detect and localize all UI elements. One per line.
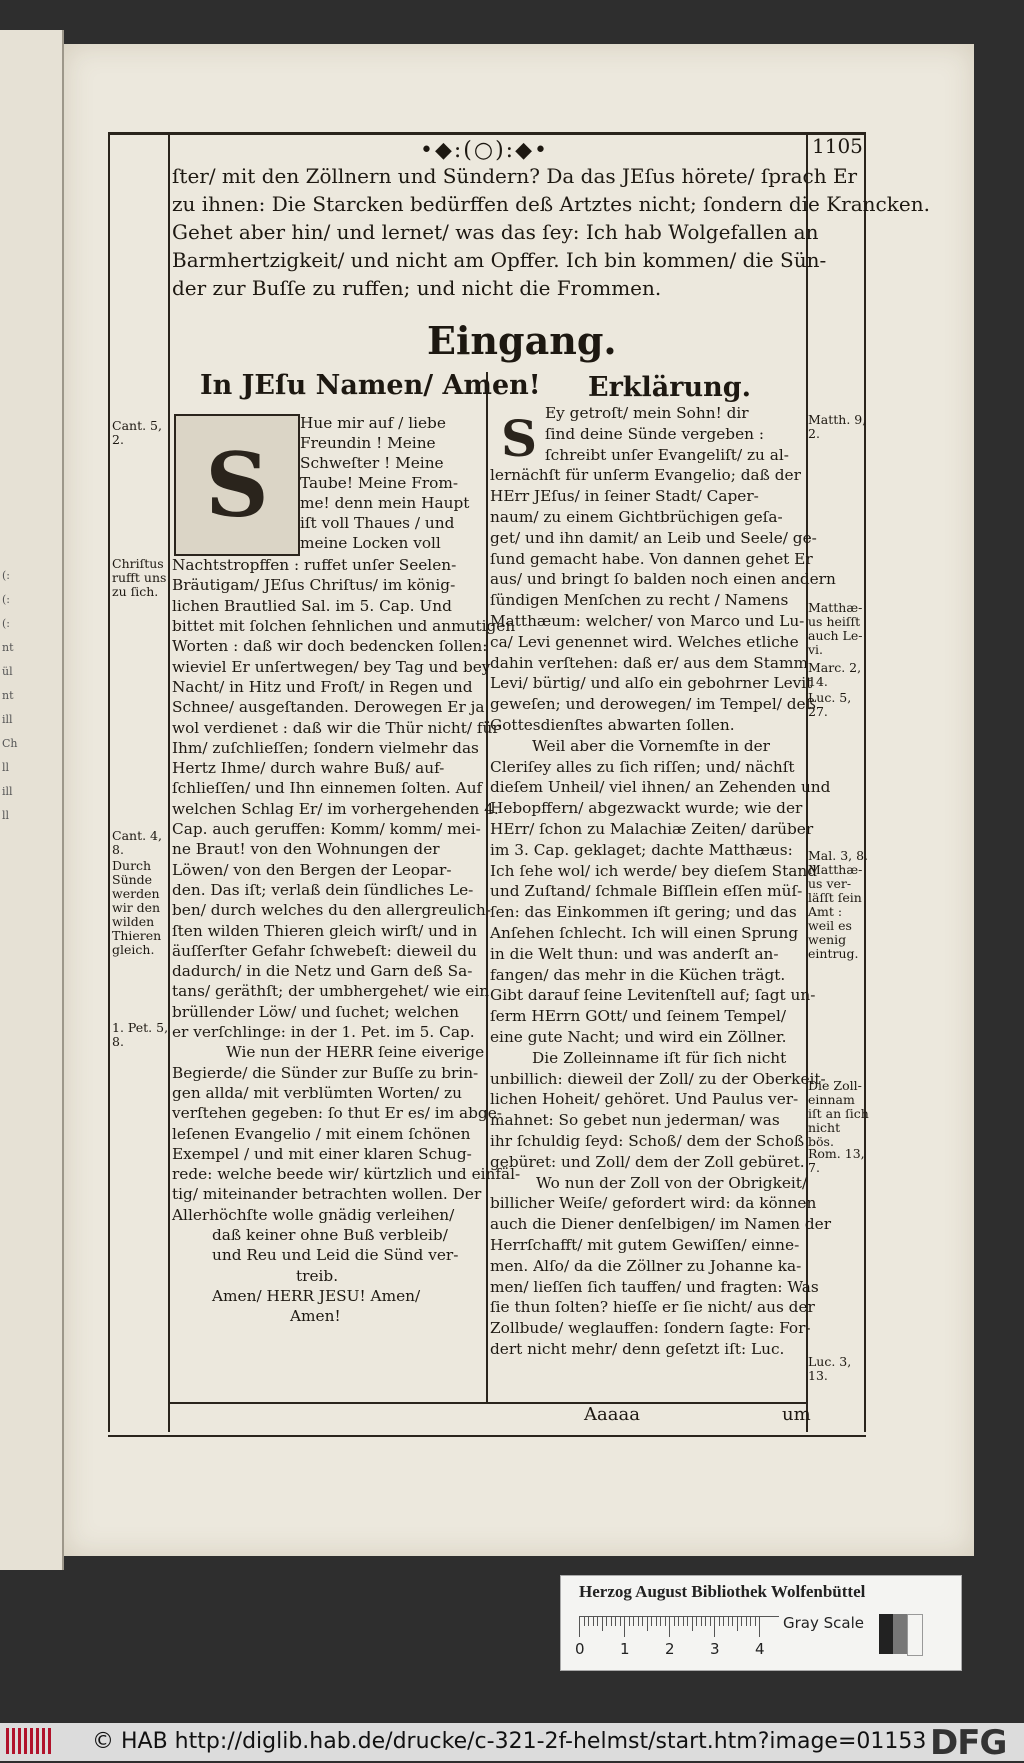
gray-swatch-mid [893,1614,907,1654]
left-column-line: meine Locken voll [300,534,441,552]
frame-rule-bottom-inner [168,1402,806,1404]
right-column-line: HErr/ ſchon zu Malachiæ Zeiten/ darüber [490,820,814,838]
left-page-fragment: Ch [2,738,18,750]
ruler-tick [746,1617,747,1626]
scale-number: 4 [755,1640,765,1658]
intro-line: ſter/ mit den Zöllnern und Sündern? Da das JEſus hörete/ ſprach Er [172,164,858,188]
ruler-tick [669,1617,670,1637]
left-column-line: Nachtstropffen : ruffet unſer Seelen- [172,556,457,575]
left-column-line: me! denn mein Haupt [300,494,470,512]
right-column-line: Anſehen ſchlecht. Ich will einen Sprung [490,924,799,942]
left-margin-note: Durch [112,858,152,873]
ruler-tick [665,1617,666,1626]
ruler-tick [579,1617,580,1637]
header-ornament: •◆:(○):◆• [420,138,549,163]
right-column-line: ca/ Levi genennet wird. Welches etliche [490,632,799,651]
right-margin-note: Matth. 9, [808,412,867,427]
left-column-line: Ihm/ zuſchlieſſen; ſondern vielmehr das [172,738,479,757]
right-margin-note: Luc. 5, [808,690,852,705]
frame-rule-right [864,132,866,1432]
left-column-line: tans/ geräthſt; der umbhergehet/ wie ein [172,982,490,1001]
ruler-tick [719,1617,720,1626]
right-margin-note: vi. [808,642,824,657]
left-column-line: ben/ durch welches du den allergreulich- [172,901,491,920]
right-margin-note: weil es [808,918,852,933]
ruler-tick [633,1617,634,1626]
intro-line: Gehet aber hin/ und lernet/ was das ſey: Ich hab Wolgefallen an [172,220,819,244]
right-column-heading: Erklärung. [588,372,752,403]
left-page-fragment: nt [2,642,14,654]
right-column-line: ihr ſchuldig ſeyd: Schoß/ dem der Schoß [490,1132,805,1150]
right-column-line: und Zuſtand/ ſchmale Biſſlein eſſen müſ- [490,882,803,901]
intro-line: Barmhertzigkeit/ und nicht am Opffer. Ich bin kommen/ die Sün- [172,248,827,272]
intro-line: der zur Buſſe zu ruffen; und nicht die Frommen. [172,276,662,300]
left-column-line: Taube! Meine From- [300,474,459,492]
right-column-line: Gibt darauf ſeine Levitenſtell auf; ſagt un- [490,986,816,1005]
right-column-line: im 3. Cap. geklaget; dachte Matthæus: [490,840,793,859]
right-column-line: mahnet: So gebet nun jederman/ was [490,1111,780,1130]
right-column-line: unbillich: dieweil der Zoll/ zu der Oberkeit- [490,1069,826,1088]
right-column-line: aus/ und bringt ſo balden noch einen andern [490,570,836,589]
right-margin-note: Matthæ- [808,600,863,615]
hab-logo [6,1728,51,1754]
right-column-line: Ey getroſt/ mein Sohn! dir [545,404,749,422]
ruler-tick [615,1617,616,1626]
right-column-line: lernächſt für unſerm Evangelio; daß der [490,466,801,485]
ruler-tick [692,1617,693,1631]
left-column-line: und Reu und Leid die Sünd ver- [212,1246,459,1265]
left-margin-note: Cant. 5, [112,418,162,433]
right-column-line: Wo nun der Zoll von der Obrigkeit/ [536,1173,808,1192]
ruler-tick [750,1617,751,1626]
ruler-tick [710,1617,711,1626]
ruler-tick [705,1617,706,1626]
right-margin-note: Die Zoll- [808,1078,862,1093]
ruler-tick [660,1617,661,1626]
right-column-line: geweſen; und derowegen/ im Tempel/ deß [490,695,816,714]
left-column-line: den. Das iſt; verlaß dein ſündliches Le- [172,880,474,899]
left-margin-note: gleich. [112,942,155,957]
frame-rule-left [108,132,110,1432]
left-column-line: verſtehen gegeben: ſo thut Er es/ im abge- [172,1104,502,1123]
decorated-initial: S [174,414,300,556]
right-margin-note: 14. [808,674,828,689]
ruler-tick [678,1617,679,1626]
left-margin-note: Cant. 4, [112,828,162,843]
scale-number: 3 [710,1640,720,1658]
left-margin-note: Thieren [112,928,162,943]
right-margin-note: Luc. 3, [808,1354,852,1369]
ruler-tick [656,1617,657,1626]
left-column-line: leſenen Evangelio / mit einem ſchönen [172,1124,471,1143]
right-column-line: eine gute Nacht; und wird ein Zöllner. [490,1028,787,1046]
left-column-line: Bräutigam/ JEſus Chriſtus/ im könig- [172,576,456,595]
frame-rule-center [486,372,488,1402]
ruler-tick [714,1617,715,1637]
ruler-tick [701,1617,702,1626]
right-column-line: dahin verſtehen: daß er/ aus dem Stamm [490,653,809,672]
left-column-line: iſt voll Thaues / und [300,514,455,532]
left-column-line: wol verdienet : daß wir die Thür nicht/ für [172,718,500,737]
ruler-tick [588,1617,589,1626]
right-margin-note: Matthæ- [808,862,863,877]
right-column-line: ſerm HErrn GOtt/ und ſeinem Tempel/ [490,1007,787,1026]
left-margin-note: wir den [112,900,161,915]
left-column-line: dadurch/ in die Netz und Garn deß Sa- [172,962,473,981]
left-page-fragment: ill [2,714,13,726]
left-page-fragment: ll [2,810,10,822]
right-margin-note: auch Le- [808,628,863,643]
left-column-line: wieviel Er unſertwegen/ bey Tag und bey [172,657,491,676]
ruler-tick [584,1617,585,1626]
right-margin-note: iſt an ſich [808,1106,869,1121]
left-margin-note: zu ſich. [112,584,159,599]
left-column-line: gen allda/ mit verblümten Worten/ zu [172,1083,462,1102]
left-column-line: Worten : daß wir doch bedencken ſollen: [172,637,488,656]
ruler-tick [638,1617,639,1626]
ruler-tick [647,1617,648,1631]
ruler-tick [620,1617,621,1626]
left-page-edge [0,30,64,1570]
right-margin-note: bös. [808,1134,834,1149]
ruler-tick [737,1617,738,1631]
ruler-tick [629,1617,630,1626]
ruler-tick [597,1617,598,1626]
left-column-line: Löwen/ von den Bergen der Leopar- [172,860,452,879]
left-column-line: Schnee/ ausgeſtanden. Derowegen Er ja [172,698,485,717]
scale-number: 1 [620,1640,630,1658]
left-margin-note: Sünde [112,872,153,887]
frame-rule-inner-left [168,132,170,1432]
ruler-tick [593,1617,594,1626]
left-column-line: ne Braut! von den Wohnungen der [172,840,440,859]
right-margin-note: Rom. 13, [808,1146,865,1161]
right-column-line: Weil aber die Vornemſte in der [532,736,770,755]
left-column-line: äuſſerſter Gefahr ſchwebeſt: dieweil du [172,941,477,960]
left-margin-note: wilden [112,914,155,929]
ruler-tick [732,1617,733,1626]
left-column-line: Nacht/ in Hitz und Froſt/ in Regen und [172,677,473,696]
right-column-line: billicher Weiſe/ gefordert wird: da können [490,1194,817,1213]
left-margin-note: rufft uns [112,570,167,585]
right-margin-note: us ver- [808,876,852,891]
left-page-fragment: (: [2,618,10,630]
right-margin-note: 7. [808,1160,820,1175]
page-number: 1105 [812,134,863,158]
ruler-tick [696,1617,697,1626]
left-column-line: er verſchlinge: in der 1. Pet. im 5. Cap. [172,1023,475,1041]
ruler-tick [606,1617,607,1626]
right-column-line: dert nicht mehr/ denn geſetzt iſt: Luc. [490,1340,785,1358]
right-column-line: ſund gemacht habe. Von dannen gehet Er [490,549,813,568]
right-column-line: auch die Diener denſelbigen/ im Namen der [490,1215,832,1234]
left-column-line: Begierde/ die Sünder zur Buſſe zu brin- [172,1063,479,1082]
catchword: um [782,1404,811,1425]
left-margin-note: 8. [112,1034,124,1049]
ruler-tick [723,1617,724,1626]
right-margin-note: Amt : [808,904,843,919]
ruler-tick [687,1617,688,1626]
left-column-line: Hue mir auf / liebe [300,414,446,432]
left-margin-note: werden [112,886,160,901]
right-column-line: lichen Hoheit/ gehöret. Und Paulus ver- [490,1090,799,1109]
left-column-line: brüllender Löw/ und ſuchet; welchen [172,1002,460,1021]
left-column-line: bittet mit ſolchen ſehnlichen und anmutigen [172,617,516,635]
right-column-line: ſind deine Sünde vergeben : [545,424,765,443]
left-column-line: Schweſter ! Meine [300,454,444,472]
left-margin-note: 1. Pet. 5, [112,1020,169,1035]
ruler-tick [728,1617,729,1626]
right-column-line: Hebopffern/ abgezwackt wurde; wie der [490,799,803,818]
left-column-line: Cap. auch geruffen: Komm/ komm/ mei- [172,820,481,838]
ruler-tick [741,1617,742,1626]
right-margin-note: Mal. 3, 8. [808,848,869,863]
left-column-line: tig/ miteinander betrachten wollen. Der [172,1185,482,1204]
left-page-fragment: (: [2,594,10,606]
intro-line: zu ihnen: Die Starcken bedürffen deß Artztes nicht; ſondern die Krancken. [172,192,930,216]
right-margin-note: us heiſſt [808,614,861,629]
left-page-fragment: (: [2,570,10,582]
left-column-line: daß keiner ohne Buß verbleib/ [212,1226,448,1244]
ruler-tick [683,1617,684,1626]
right-margin-note: läſſt ſein [808,890,862,905]
right-column-line: get/ und ihn damit/ an Leib und Seele/ ge- [490,528,817,547]
right-column-line: HErr JEſus/ in ſeiner Stadt/ Caper- [490,487,759,506]
scale-number: 0 [575,1640,585,1658]
left-column-line: ſten wilden Thieren gleich wirſt/ und in [172,921,478,940]
right-column-line: Herrſchafft/ mit gutem Gewiſſen/ einne- [490,1236,800,1254]
ruler-tick [651,1617,652,1626]
scale-ruler [579,1616,779,1639]
library-name: Herzog August Bibliothek Wolfenbüttel [579,1582,866,1601]
right-column-line: Die Zolleinname iſt für ſich nicht [532,1048,787,1067]
left-column-line: ſchlieſſen/ und Ihn einnemen ſolten. Auf [172,779,483,798]
left-column-line: Allerhöchſte wolle gnädig verleihen/ [172,1205,455,1224]
left-column-line: Exempel / und mit einer klaren Schug- [172,1144,472,1163]
gray-swatch-black [879,1614,893,1654]
right-column-line: gebüret: und Zoll/ dem der Zoll gebüret. [490,1152,805,1171]
left-column-line: Amen/ HERR JESU! Amen/ [212,1286,421,1305]
ruler-tick [759,1617,760,1637]
left-column-line: welchen Schlag Er/ im vorhergehenden 4. [172,799,499,818]
ruler-tick [674,1617,675,1626]
right-column-line: men/ lieſſen ſich tauffen/ und fragten: Was [490,1277,819,1296]
right-column-line: ſen: das Einkommen iſt gering; und das [490,903,797,922]
gray-swatch-white [907,1614,923,1656]
right-margin-note: einnam [808,1092,855,1107]
right-column-line: ſchreibt unſer Evangeliſt/ zu al- [545,445,789,464]
right-column-line: Gottesdienſtes abwarten ſollen. [490,716,735,734]
drop-cap-initial: S [500,408,538,468]
right-column-line: Cleriſey alles zu ſich riſſen; und/ nächſt [490,757,795,776]
left-margin-note: Chriſtus [112,556,164,571]
right-column-line: men. Alſo/ da die Zöllner zu Johanne ka- [490,1256,802,1275]
scale-number: 2 [665,1640,675,1658]
right-column-line: Levi/ bürtig/ und alſo ein gebohrner Levit [490,674,813,693]
right-margin-note: Marc. 2, [808,660,862,675]
dfg-logo: DFG [930,1723,1007,1763]
right-margin-note: nicht [808,1120,841,1135]
left-page-fragment: ül [2,666,13,678]
right-column-line: Matthæum: welcher/ von Marco und Lu- [490,612,805,630]
right-margin-note: 27. [808,704,828,719]
right-column-line: Zollbude/ weglauffen: ſondern ſagte: For- [490,1319,811,1338]
footer-link[interactable]: © HAB http://diglib.hab.de/drucke/c-321-2f-helmst/start.htm?image=01153 [92,1729,927,1754]
left-page-fragment: nt [2,690,14,702]
right-margin-note: 13. [808,1368,828,1383]
right-margin-note: wenig [808,932,847,947]
right-column-line: ſündigen Menſchen zu recht / Namens [490,591,789,610]
left-column-line: lichen Brautlied Sal. im 5. Cap. Und [172,596,452,615]
right-column-line: in die Welt thun: und was anderſt an- [490,944,779,963]
left-column-line: treib. [296,1266,339,1285]
ruler-tick [755,1617,756,1626]
ruler-tick [611,1617,612,1626]
right-margin-note: eintrug. [808,946,859,961]
left-page-fragment: ll [2,762,10,774]
left-column-line: Wie nun der HERR ſeine eiverige [226,1043,485,1062]
section-heading: Eingang. [427,318,617,363]
left-column-line: Amen! [290,1307,341,1326]
gray-scale-card [560,1575,962,1671]
left-column-line: Freundin ! Meine [300,434,436,452]
ruler-tick [624,1617,625,1637]
ruler-tick [602,1617,603,1631]
left-margin-note: 8. [112,842,124,857]
right-column-line: dieſem Unheil/ viel ihnen/ an Zehenden und [490,778,831,797]
right-column-line: ſie thun ſolten? hieſſe er ſie nicht/ aus der [490,1298,815,1317]
right-column-line: naum/ zu einem Gichtbrüchigen geſa- [490,508,783,526]
gray-scale-label: Gray Scale [783,1614,864,1632]
left-column-line: rede: welche beede wir/ kürtzlich und einfäl- [172,1165,521,1184]
left-column-heading: In JEſu Namen/ Amen! [200,370,541,401]
left-column-line: Hertz Ihme/ durch wahre Buß/ auf- [172,759,445,778]
right-margin-note: 2. [808,426,820,441]
ruler-tick [642,1617,643,1626]
right-column-line: fangen/ das mehr in die Küchen trägt. [490,965,786,984]
signature-mark: Aaaaa [584,1404,640,1425]
left-margin-note: 2. [112,432,124,447]
right-column-line: Ich ſehe wol/ ich werde/ bey dieſem Stand [490,861,818,880]
left-page-fragment: ill [2,786,13,798]
